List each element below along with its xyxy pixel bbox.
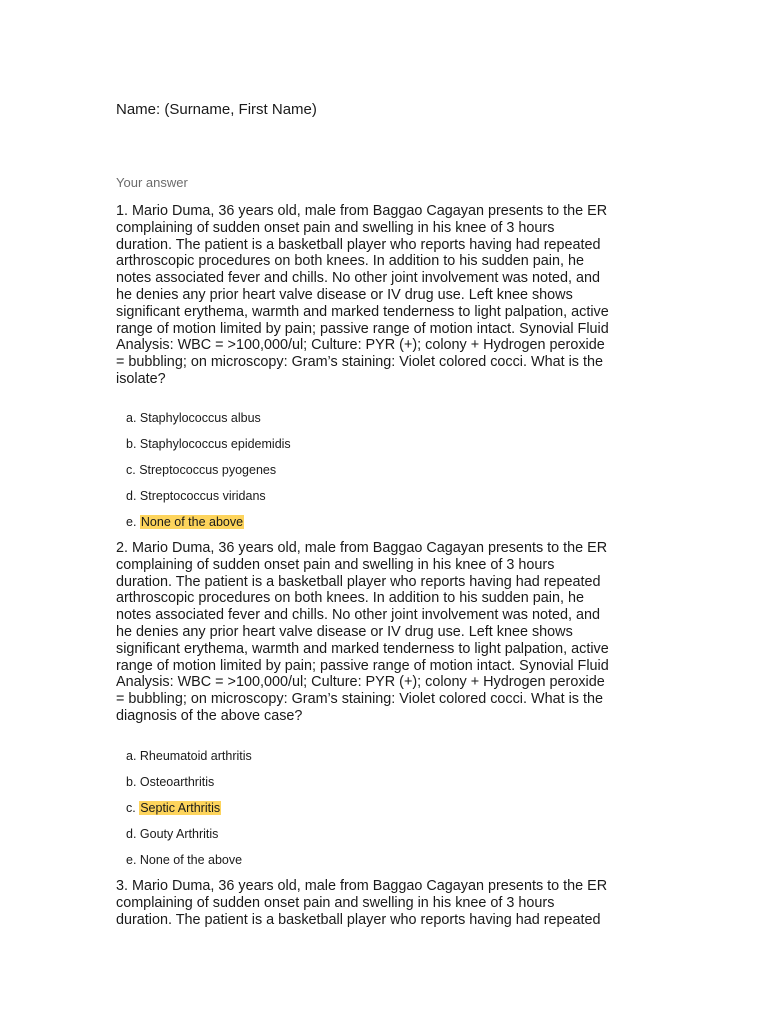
option-text: Streptococcus pyogenes bbox=[139, 463, 277, 477]
option-c bbox=[126, 462, 291, 488]
question-line: complaining of sudden onset pain and swelling in his knee of 3 hours bbox=[116, 219, 555, 236]
option-a bbox=[126, 410, 291, 436]
question-line: he denies any prior heart valve disease or IV drug use. Left knee shows bbox=[116, 623, 573, 640]
question-line: isolate? bbox=[116, 370, 166, 387]
question-line: arthroscopic procedures on both knees. In addition to his sudden pain, he bbox=[116, 590, 585, 607]
option-prefix: e. bbox=[126, 515, 140, 529]
question-line: range of motion limited by pain; passive range of motion intact. Synovial Fluid bbox=[116, 657, 609, 674]
question-line: complaining of sudden onset pain and swelling in his knee of 3 hours bbox=[116, 556, 555, 573]
question-line: diagnosis of the above case? bbox=[116, 707, 303, 724]
option-text: None of the above bbox=[139, 853, 243, 867]
option-text-highlighted: Septic Arthritis bbox=[140, 801, 221, 815]
question-line: complaining of sudden onset pain and swelling in his knee of 3 hours bbox=[116, 894, 555, 911]
option-prefix: b. bbox=[126, 775, 140, 789]
question-2-options bbox=[126, 748, 252, 878]
question-line: 2. Mario Duma, 36 years old, male from Baggao Cagayan presents to the ER bbox=[116, 540, 608, 556]
option-prefix: a. bbox=[126, 411, 140, 425]
name-field-label: Name: (Surname, First Name) bbox=[116, 101, 317, 118]
option-text: Streptococcus viridans bbox=[139, 489, 266, 503]
question-line: he denies any prior heart valve disease or IV drug use. Left knee shows bbox=[116, 286, 573, 303]
option-prefix: d. bbox=[126, 489, 140, 503]
question-line: notes associated fever and chills. No other joint involvement was noted, and bbox=[116, 607, 600, 624]
question-line: range of motion limited by pain; passive range of motion intact. Synovial Fluid bbox=[116, 320, 609, 337]
option-text-highlighted: None of the above bbox=[140, 515, 244, 529]
option-prefix: d. bbox=[126, 827, 140, 841]
option-b bbox=[126, 436, 291, 462]
option-prefix: b. bbox=[126, 437, 140, 451]
question-line: Analysis: WBC = >100,000/ul; Culture: PYR (+); colony + Hydrogen peroxide bbox=[116, 674, 605, 691]
option-text: Gouty Arthritis bbox=[139, 827, 219, 841]
option-c bbox=[126, 800, 252, 826]
question-line: arthroscopic procedures on both knees. In addition to his sudden pain, he bbox=[116, 253, 585, 270]
option-text: Staphylococcus albus bbox=[139, 411, 261, 425]
option-prefix: c. bbox=[126, 463, 140, 477]
option-text: Rheumatoid arthritis bbox=[139, 749, 252, 763]
question-3 bbox=[116, 878, 656, 928]
question-line: duration. The patient is a basketball player who reports having had repeated bbox=[116, 911, 601, 928]
option-text: Osteoarthritis bbox=[139, 775, 215, 789]
option-text: Staphylococcus epidemidis bbox=[139, 437, 291, 451]
question-line: notes associated fever and chills. No other joint involvement was noted, and bbox=[116, 270, 600, 287]
option-prefix: a. bbox=[126, 749, 140, 763]
question-line: significant erythema, warmth and marked tenderness to light palpation, active bbox=[116, 303, 609, 320]
question-1 bbox=[116, 203, 656, 388]
option-a bbox=[126, 748, 252, 774]
question-line: Analysis: WBC = >100,000/ul; Culture: PYR (+); colony + Hydrogen peroxide bbox=[116, 337, 605, 354]
question-2 bbox=[116, 540, 656, 725]
option-d bbox=[126, 826, 252, 852]
option-b bbox=[126, 774, 252, 800]
question-line: duration. The patient is a basketball player who reports having had repeated bbox=[116, 236, 601, 253]
option-e bbox=[126, 514, 291, 540]
question-line: = bubbling; on microscopy: Gram’s staining: Violet colored cocci. What is the bbox=[116, 691, 603, 708]
question-line: 1. Mario Duma, 36 years old, male from Baggao Cagayan presents to the ER bbox=[116, 203, 608, 219]
option-d bbox=[126, 488, 291, 514]
question-line: significant erythema, warmth and marked tenderness to light palpation, active bbox=[116, 640, 609, 657]
question-line: = bubbling; on microscopy: Gram’s staining: Violet colored cocci. What is the bbox=[116, 354, 603, 371]
option-prefix: e. bbox=[126, 853, 140, 867]
option-e bbox=[126, 852, 252, 878]
option-prefix: c. bbox=[126, 801, 140, 815]
question-line: duration. The patient is a basketball player who reports having had repeated bbox=[116, 573, 601, 590]
answer-placeholder: Your answer bbox=[116, 175, 188, 190]
question-1-options bbox=[126, 410, 291, 540]
question-line: 3. Mario Duma, 36 years old, male from Baggao Cagayan presents to the ER bbox=[116, 878, 608, 894]
